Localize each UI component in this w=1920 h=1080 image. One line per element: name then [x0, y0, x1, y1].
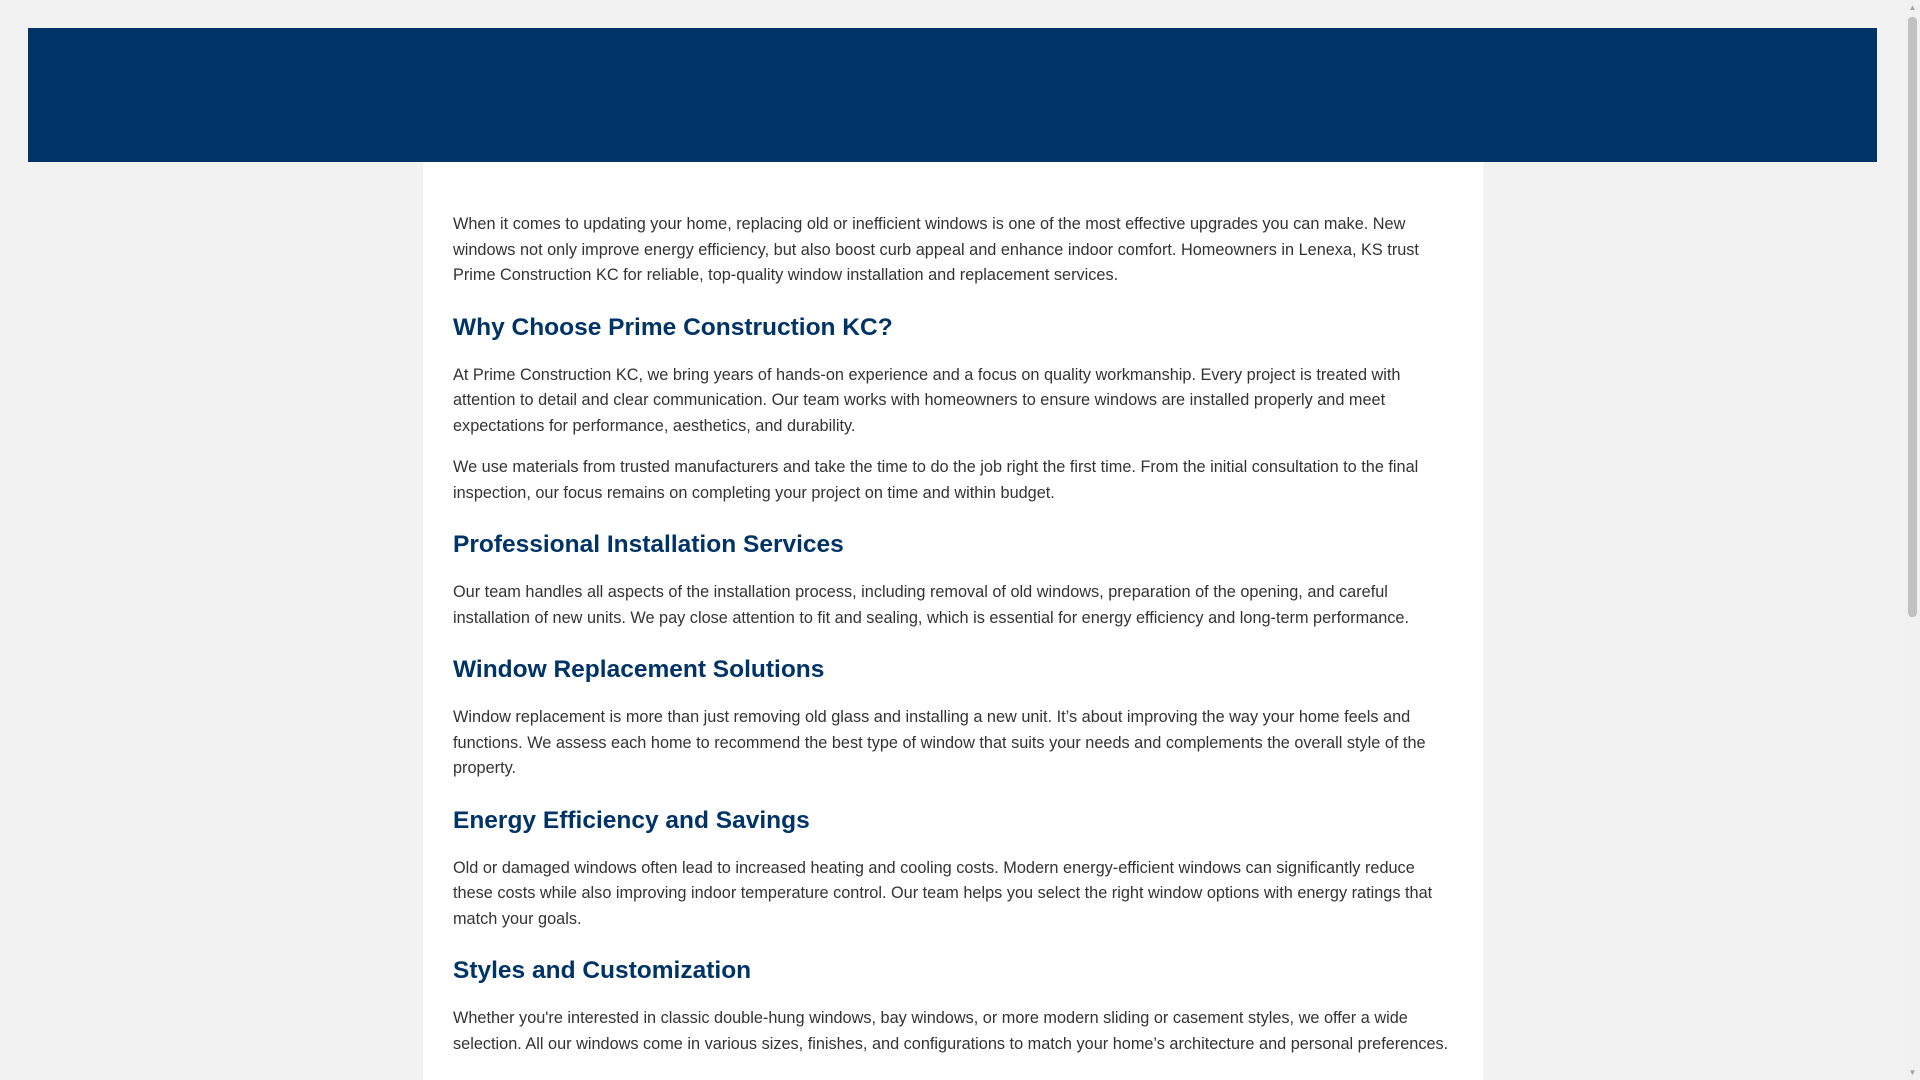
section-paragraph: At Prime Construction KC, we bring years of hands-on experience and a focus on quality workmanship. Every project is treated with attention to detail and clear communication. Our team works with homeowners to ensure windows are installed properly and meet expectations for performance, aesthetics, and durability.: [453, 365, 1401, 435]
section-heading-styles: Styles and Customization: [453, 957, 752, 984]
section-paragraph: Whether you're interested in classic double-hung windows, bay windows, or more modern sliding or casement styles, we offer a wide selection. All our windows come in various sizes, finishes, and configurations to match your home’s architecture and personal preferences.: [453, 1009, 1449, 1053]
triangle-down-icon[interactable]: ▼: [1908, 1068, 1917, 1077]
section-paragraph: Our team handles all aspects of the installation process, including removal of old windows, preparation of the opening, and careful installation of new units. We pay close attention to fit and sealing, which is essential for energy efficiency and long-term performance.: [453, 583, 1409, 627]
vertical-scrollbar[interactable]: [1905, 0, 1920, 1080]
scrollbar-thumb[interactable]: [1908, 17, 1917, 617]
section-paragraph: Window replacement is more than just removing old glass and installing a new unit. It’s about improving the way your home feels and functions. We assess each home to recommend the best type of window that suits your needs and complements the overall style of the property.: [453, 708, 1426, 777]
intro-paragraph: When it comes to updating your home, replacing old or inefficient windows is one of the most effective upgrades you can make. New windows not only improve energy efficiency, but also boost curb appeal and enhance indoor comfort. Homeowners in Lenexa, KS trust Prime Construction KC for reliable, top-quality window installation and replacement services.: [453, 215, 1419, 284]
triangle-up-icon[interactable]: ▲: [1908, 3, 1917, 12]
site-header: [28, 28, 1877, 162]
section-heading-replacement: Window Replacement Solutions: [453, 656, 825, 683]
section-paragraph: Old or damaged windows often lead to increased heating and cooling costs. Modern energy-efficient windows can significantly reduce these costs while also improving indoor temperature control. Our team helps you select the right window options with energy ratings that match your goals.: [453, 858, 1433, 928]
content-card: [423, 162, 1483, 1080]
section-heading-installation: Professional Installation Services: [453, 531, 844, 558]
section-paragraph: We use materials from trusted manufacturers and take the time to do the job right the first time. From the initial consultation to the final inspection, our focus remains on completing your project on time and within budget.: [453, 458, 1419, 502]
section-heading-why-choose: Why Choose Prime Construction KC?: [453, 313, 893, 341]
section-heading-energy: Energy Efficiency and Savings: [453, 806, 810, 834]
